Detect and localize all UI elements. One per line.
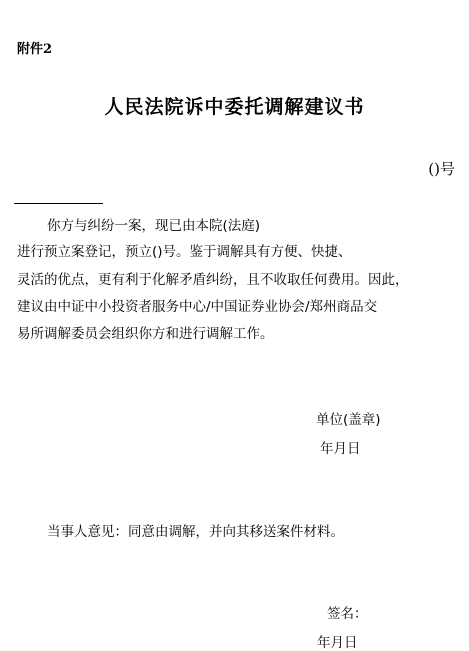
party-opinion: 当事人意见：同意由调解，并向其移送案件材料。 [47, 524, 344, 540]
body-line-4: 建议由中证中小投资者服务中心/中国证券业协会/郑州商品交 [17, 299, 378, 315]
document-title: 人民法院诉中委托调解建议书 [104, 96, 365, 118]
party-date: 年月日 [317, 635, 358, 651]
case-number: ()号 [428, 160, 455, 178]
body-line-2: 进行预立案登记，预立()号。鉴于调解具有方便、快捷、 [17, 244, 352, 260]
attachment-label: 附件2 [17, 42, 53, 57]
addressee-blank-line [14, 203, 103, 204]
body-line-3: 灵活的优点，更有利于化解矛盾纠纷，且不收取任何费用。因此， [17, 272, 409, 288]
signature-label: 签名： [327, 606, 368, 622]
issuer-unit-seal: 单位(盖章) [316, 412, 381, 428]
body-line-1: 你方与纠纷一案，现已由本院(法庭) [47, 218, 261, 234]
body-line-5: 易所调解委员会组织你方和进行调解工作。 [17, 326, 274, 342]
issuer-date: 年月日 [320, 441, 361, 457]
